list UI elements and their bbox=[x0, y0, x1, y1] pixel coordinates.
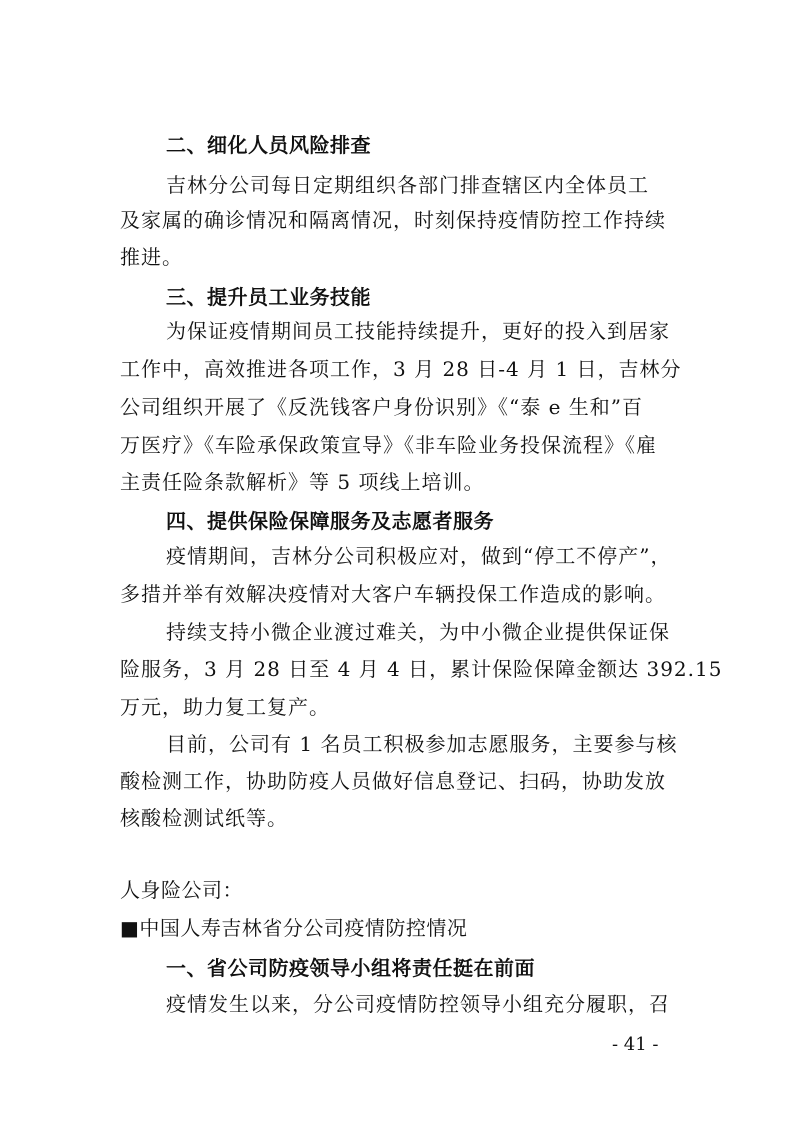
paragraph-line: 吉林分公司每日定期组织各部门排查辖区内全体员工 bbox=[166, 173, 649, 197]
section-heading: 一、省公司防疫领导小组将责任挺在前面 bbox=[166, 956, 535, 980]
paragraph-line: 及家属的确诊情况和隔离情况，时刻保持疫情防控工作持续 bbox=[120, 208, 666, 232]
category-label: 人身险公司： bbox=[120, 878, 243, 902]
paragraph-line: 工作中，高效推进各项工作，3 月 28 日-4 月 1 日，吉林分 bbox=[120, 357, 682, 381]
paragraph-line: 险服务，3 月 28 日至 4 月 4 日，累计保险保障金额达 392.15 bbox=[120, 657, 723, 681]
paragraph-line: 推进。 bbox=[120, 245, 183, 269]
company-title: ■中国人寿吉林省分公司疫情防控情况 bbox=[120, 916, 468, 940]
paragraph-line: 目前，公司有 1 名员工积极参加志愿服务，主要参与核 bbox=[166, 732, 678, 756]
paragraph-line: 公司组织开展了《反洗钱客户身份识别》《“泰 e 生和”百 bbox=[120, 395, 643, 419]
paragraph-line: 主责任险条款解析》等 5 项线上培训。 bbox=[120, 470, 485, 494]
paragraph-line: 酸检测工作，协助防疫人员做好信息登记、扫码，协助发放 bbox=[120, 769, 666, 793]
paragraph-line: 核酸检测试纸等。 bbox=[120, 806, 288, 830]
section-heading: 二、细化人员风险排查 bbox=[166, 133, 371, 157]
paragraph-line: 万医疗》《车险承保政策宣导》《非车险业务投保流程》《雇 bbox=[120, 433, 657, 457]
paragraph-line: 疫情期间，吉林分公司积极应对，做到“停工不停产”， bbox=[166, 544, 672, 568]
paragraph-line: 多措并举有效解决疫情对大客户车辆投保工作造成的影响。 bbox=[120, 582, 666, 606]
paragraph-line: 万元，助力复工复产。 bbox=[120, 695, 330, 719]
section-heading: 三、提升员工业务技能 bbox=[166, 285, 371, 309]
page-number: - 41 - bbox=[612, 1034, 659, 1055]
paragraph-line: 持续支持小微企业渡过难关，为中小微企业提供保证保 bbox=[166, 620, 670, 644]
paragraph-line: 疫情发生以来，分公司疫情防控领导小组充分履职，召 bbox=[166, 992, 670, 1016]
section-heading: 四、提供保险保障服务及志愿者服务 bbox=[166, 509, 494, 533]
paragraph-line: 为保证疫情期间员工技能持续提升，更好的投入到居家 bbox=[166, 319, 670, 343]
